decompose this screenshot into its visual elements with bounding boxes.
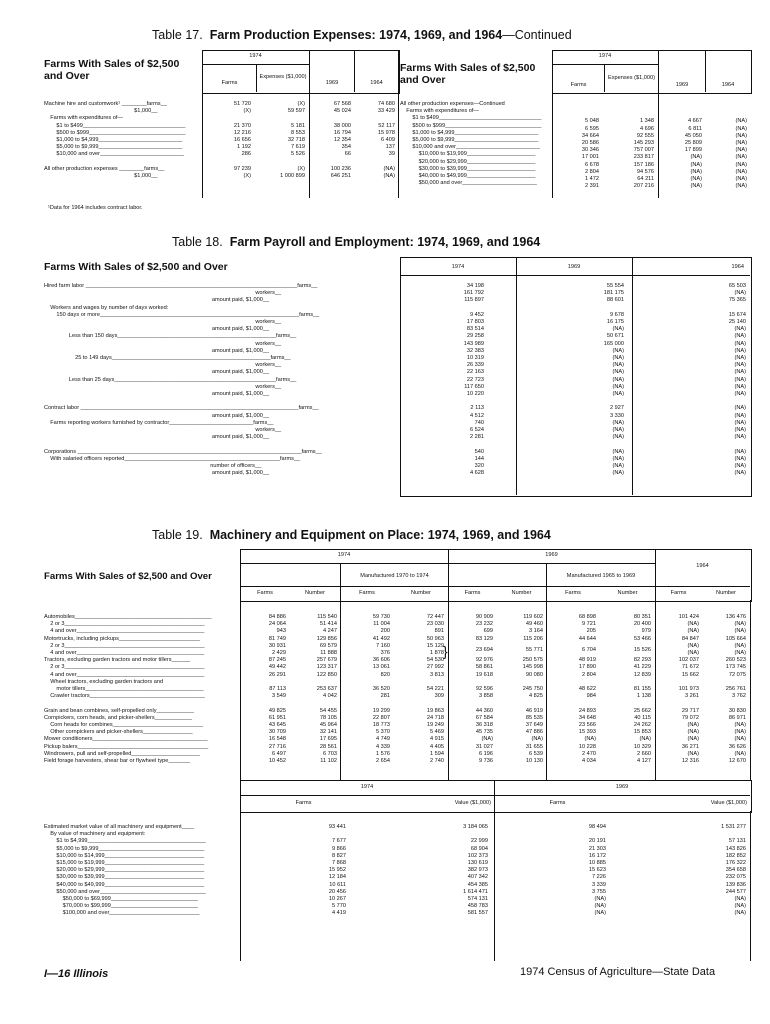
table17-left-h1969: 1969 bbox=[325, 80, 339, 86]
table19-value-hfarms-1969: Farms bbox=[549, 800, 566, 806]
table17-right-stub: All other production expenses—Continued Farms with expenditures of— $1 to $499_________________________________ $500 to $999_______________________________ $1,000 to $4,999___________________________ $5,000 to $9,999___________________________ $10,000 and over___________________________ $10,000 to $19,999______________________ $20,000 to $29,999______________________ $30,000 to $39,999______________________ $40,000 to $49,999______________________ $50,000 and over________________________ bbox=[400, 101, 542, 187]
table17-left-1969: 67 568 45 024 38 000 16 794 12 354 354 66 100 236 646 251 bbox=[330, 101, 351, 180]
table18-col-1964: 65 503 (NA) 75 365 15 674 25 140 (NA) (NA) (NA) (NA) (NA) (NA) (NA) (NA) (NA) (NA) (NA) (NA) (NA) (NA) (NA) (NA) (NA) (NA) (NA) bbox=[728, 283, 746, 477]
table19-hfarms-4: Farms bbox=[565, 590, 581, 596]
table17-left-hfarms: Farms bbox=[221, 80, 238, 86]
table19-col-number-1969: 119 602 49 460 3 164 115 206 250 575 145 998 90 080 245 750 4 825 46 919 85 535 37 649 47 886 (NA) 31 655 6 539 10 130 bbox=[522, 614, 543, 765]
table19-h-mfg-1965-1969: Manufactured 1965 to 1969 bbox=[566, 573, 636, 579]
table18-col-1969: 55 554 181 175 88 601 9 678 16 175 (NA) 50 671 165 000 (NA) (NA) (NA) (NA) (NA) (NA) (NA) 2 927 3 330 (NA) (NA) (NA) (NA) (NA) (NA) (NA) bbox=[603, 283, 624, 477]
table19-value-hfarms-1974: Farms bbox=[295, 800, 312, 806]
table19-stub: Automobiles____________________________________________ 2 or 3_____________________________________________ 4 and over_________________________________________ Motortrucks, including pickups__________________________ 2 or 3_____________________________________________ 4 and over_________________________________________ Tractors, excluding garden tractors and motor tillers______ 2 or 3_____________________________________________ 4 and over_________________________________________ Wheel tractors, excluding garden tractors and motor tillers______________________________________ Crawler tractors_____________________________________ Grain and bean combines, self-propelled only____________ Cornpickers, corn heads, and picker-shellers____________ Corn heads for combines_____________________________ Other cornpickers and picker-shellers________________ Mower conditioners_____________________________________ Pickup balers__________________________________________ Windrowers, pull and self-propelled______________________ Field forage harvesters, shear bar or flywheel type_______ bbox=[44, 614, 212, 765]
table18-stub: Hired farm labor ____________________________________________________________________farms__ workers__ amount paid, $1,000__ Workers and wages by number of days worked: 150 days or more________________________________________________________________farms__ workers__ amount paid, $1,000__ Less than 150 days___________________________________________________farms__ workers__ amount paid, $1,000__ 25 to 149 days___________________________________________________farms__ workers__ amount paid, $1,000__ Less than 25 days____________________________________________________farms__ workers__ amount paid, $1,000__ Contract labor ______________________________________________________________________farms__ amount paid, $1,000__ Farms reporting workers furnished by contractor___________________________farms__ workers__ amount paid, $1,000__ Corporations ________________________________________________________________________farms__ With salaried officers reported__________________________________________________farms__ number of officers__ amount paid, $1,000__ bbox=[44, 283, 322, 477]
table19-hnumber-3: Number bbox=[511, 590, 532, 596]
table19-value-farms-1974: 93 441 7 677 9 866 8 827 7 868 15 952 12 184 10 611 20 456 10 267 5 770 4 419 bbox=[328, 824, 346, 917]
table19-value-stub: Estimated market value of all machinery and equipment____ By value of machinery and equipment: $1 to $4,999______________________________________ $5,000 to $9,999__________________________________ $10,000 to $14,999________________________________ $15,000 to $19,999________________________________ $20,000 to $29,999________________________________ $30,000 to $39,999________________________________ $40,000 to $49,999________________________________ $50,000 and over__________________________________ $50,000 to $69,999____________________________ $70,000 to $99,999____________________________ $100,000 and over_____________________________ bbox=[44, 824, 206, 917]
table17-right-hfarms: Farms bbox=[570, 82, 587, 88]
table19-stub-title: Farms With Sales of $2,500 and Over bbox=[44, 571, 212, 582]
table19-value-dollars-1969: 1 531 277 57 131 143 826 182 852 176 322 354 658 232 075 139 836 244 577 (NA) (NA) (NA) bbox=[721, 824, 746, 917]
table19-hnumber-2: Number bbox=[411, 590, 431, 596]
table17-title-main: Farm Production Expenses: 1974, 1969, and 1964 bbox=[209, 28, 503, 42]
table17-left-stub: Machine hire and customwork¹ ________farms__ $1,000__ Farms with expenditures of— $1 to $499_________________________________ $500 to $999_______________________________ $1,000 to $4,999___________________________ $5,000 to $9,999___________________________ $10,000 and over___________________________ All other production expenses ________farms__ $1,000__ bbox=[44, 101, 186, 180]
table17-right-1964: (NA) (NA) (NA) (NA) (NA) (NA) (NA) (NA) (NA) (NA) bbox=[735, 118, 747, 190]
table17-right-stub-title: Farms With Sales of $2,500 and Over bbox=[400, 62, 536, 86]
table19-col-number-mfg6569: 80 351 20 400 979 53 466 82 293 41 229 12 839 81 155 1 138 25 662 40 115 24 262 15 853 (NA) 10 329 2 660 4 127 bbox=[633, 614, 651, 765]
table18-col-1974: 34 198 161 792 115 897 9 452 17 803 83 514 29 258 143 989 32 383 10 319 26 339 22 163 22 723 117 650 10 220 2 113 4 512 740 6 524 2 281 540 144 320 4 628 bbox=[463, 283, 484, 477]
table19-merged-farms-mfg6569: 6 704 bbox=[582, 647, 596, 653]
table19-value-hvalue-1974: Value ($1,000) bbox=[454, 800, 491, 806]
table17-number: Table 17. bbox=[152, 28, 203, 42]
table19-merged-number-1969: 55 771 bbox=[525, 647, 543, 653]
table19-value-dollars-1974: 3 184 065 22 999 68 904 102 373 130 619 382 973 407 342 454 385 1 614 471 574 131 458 783 581 557 bbox=[463, 824, 488, 917]
table17-left-h1964: 1964 bbox=[370, 80, 383, 86]
table19-hfarms-2: Farms bbox=[359, 590, 375, 596]
table19-h1964: 1964 bbox=[696, 563, 709, 569]
table19-number: Table 19. bbox=[152, 528, 203, 542]
table19-col-farms-1974: 84 886 24 064 943 81 749 30 931 2 429 87 245 49 442 26 291 87 113 3 549 49 825 61 951 43 645 30 709 16 548 27 716 6 497 10 452 bbox=[268, 614, 286, 765]
table19-col-farms-1964: 101 424 (NA) (NA) 84 847 (NA) (NA) 102 037 71 672 15 662 101 973 3 261 29 717 79 072 (NA) (NA) (NA) 36 271 (NA) 12 316 bbox=[678, 614, 699, 765]
table19-value-h1969: 1969 bbox=[615, 784, 629, 790]
table19-col-farms-mfg7074: 59 730 11 004 200 41 492 7 160 376 36 606 13 061 820 36 520 281 19 299 22 807 18 773 5 370 4 749 4 339 1 576 2 654 bbox=[372, 614, 390, 765]
table17-title-suffix: —Continued bbox=[502, 28, 572, 42]
table19-hnumber-5: Number bbox=[716, 590, 736, 596]
table19-hnumber-1: Number bbox=[305, 590, 325, 596]
table19-value-farms-1969: 98 494 20 191 21 303 16 172 10 885 15 623 7 226 3 339 3 755 (NA) (NA) (NA) bbox=[588, 824, 606, 917]
table19-value-h1974: 1974 bbox=[360, 784, 374, 790]
table19-col-number-mfg7074: 72 447 23 030 891 50 963 15 129 1 878 54 530 27 992 3 813 54 221 309 19 863 24 718 19 249 5 469 4 915 4 405 1 594 2 740 bbox=[426, 614, 444, 765]
table19-merged-number-mfg6569: 15 526 bbox=[633, 647, 651, 653]
table19-title-main: Machinery and Equipment on Place: 1974, 1969, and 1964 bbox=[209, 528, 551, 542]
merged-row-bracket: } bbox=[443, 643, 448, 659]
table17-right-hexpenses: Expenses ($1,000) bbox=[608, 75, 655, 81]
table19-h1974: 1974 bbox=[337, 552, 351, 558]
table18-number: Table 18. bbox=[172, 235, 223, 249]
table19-col-farms-1969: 90 909 23 232 699 83 129 92 976 58 861 19 618 92 596 3 858 44 360 67 584 36 318 45 735 (NA) 31 027 6 196 9 736 bbox=[475, 614, 493, 765]
table19-title bbox=[152, 528, 551, 542]
table18-title bbox=[172, 235, 540, 249]
table19-hfarms-3: Farms bbox=[464, 590, 481, 596]
table19-hnumber-4: Number bbox=[617, 590, 638, 596]
table19-hfarms-1: Farms bbox=[257, 590, 273, 596]
table19-col-number-1964: 136 476 (NA) (NA) 105 664 (NA) (NA) 260 523 173 745 72 075 256 761 3 762 30 830 86 971 (NA) (NA) (NA) 36 626 (NA) 12 670 bbox=[725, 614, 746, 765]
table17-left-h1974: 1974 bbox=[249, 53, 262, 59]
table19-value-hvalue-1969: Value ($1,000) bbox=[710, 800, 747, 806]
table19-h1969: 1969 bbox=[545, 552, 558, 558]
table17-title bbox=[152, 28, 572, 42]
table17-left-hexpenses: Expenses ($1,000) bbox=[259, 74, 307, 80]
table17-right-expenses: 1 348 4 696 92 555 145 293 757 007 233 817 157 186 94 576 64 211 207 216 bbox=[633, 118, 654, 190]
table19-h-mfg-1970-1974: Manufactured 1970 to 1974 bbox=[360, 573, 429, 579]
table18-h1969: 1969 bbox=[567, 264, 581, 270]
table19-col-farms-mfg6569: 68 898 9 721 205 44 644 48 919 17 890 2 804 48 622 984 24 893 34 648 23 566 15 393 (NA) 10 228 2 470 4 034 bbox=[578, 614, 596, 765]
table19-merged-farms-1969: 23 694 bbox=[475, 647, 493, 653]
table17-right-h1964: 1964 bbox=[721, 82, 735, 88]
table17-left-1964: 74 680 33 429 52 117 15 978 6 409 137 39 (NA) (NA) bbox=[377, 101, 395, 180]
page-running-footer: 1974 Census of Agriculture—State Data bbox=[520, 966, 716, 978]
table17-right-1969: 4 667 6 811 45 050 25 809 17 899 (NA) (NA) (NA) (NA) (NA) bbox=[684, 118, 702, 190]
table19-hfarms-5: Farms bbox=[670, 590, 687, 596]
table18-h1974: 1974 bbox=[451, 264, 465, 270]
table17-left-farms: 51 720 (X) 21 370 12 216 16 656 1 192 286 97 239 (X) bbox=[233, 101, 251, 180]
table17-right-h1969: 1969 bbox=[675, 82, 689, 88]
table18-title-main: Farm Payroll and Employment: 1974, 1969, and 1964 bbox=[229, 235, 541, 249]
table17-right-h1974: 1974 bbox=[598, 53, 612, 59]
table18-stub-title: Farms With Sales of $2,500 and Over bbox=[44, 261, 228, 273]
page-folio: I—16 Illinois bbox=[44, 968, 109, 980]
table19-col-number-1974: 115 540 51 414 4 247 129 856 69 579 11 888 257 679 123 317 122 850 253 637 4 042 54 455 78 105 45 964 32 141 17 695 28 561 6 703 11 102 bbox=[316, 614, 337, 765]
table17-right-farms: 5 048 6 595 34 664 20 586 30 346 17 001 6 678 2 804 1 472 2 391 bbox=[581, 118, 599, 190]
table17-left-expenses: (X) 59 597 5 181 8 553 32 718 7 619 5 526 (X) 1 000 899 bbox=[280, 101, 305, 180]
table18-h1964: 1964 bbox=[731, 264, 744, 270]
table17-left-stub-title: Farms With Sales of $2,500 and Over bbox=[44, 58, 180, 82]
table17-footnote: ¹Data for 1964 includes contract labor. bbox=[48, 205, 143, 211]
